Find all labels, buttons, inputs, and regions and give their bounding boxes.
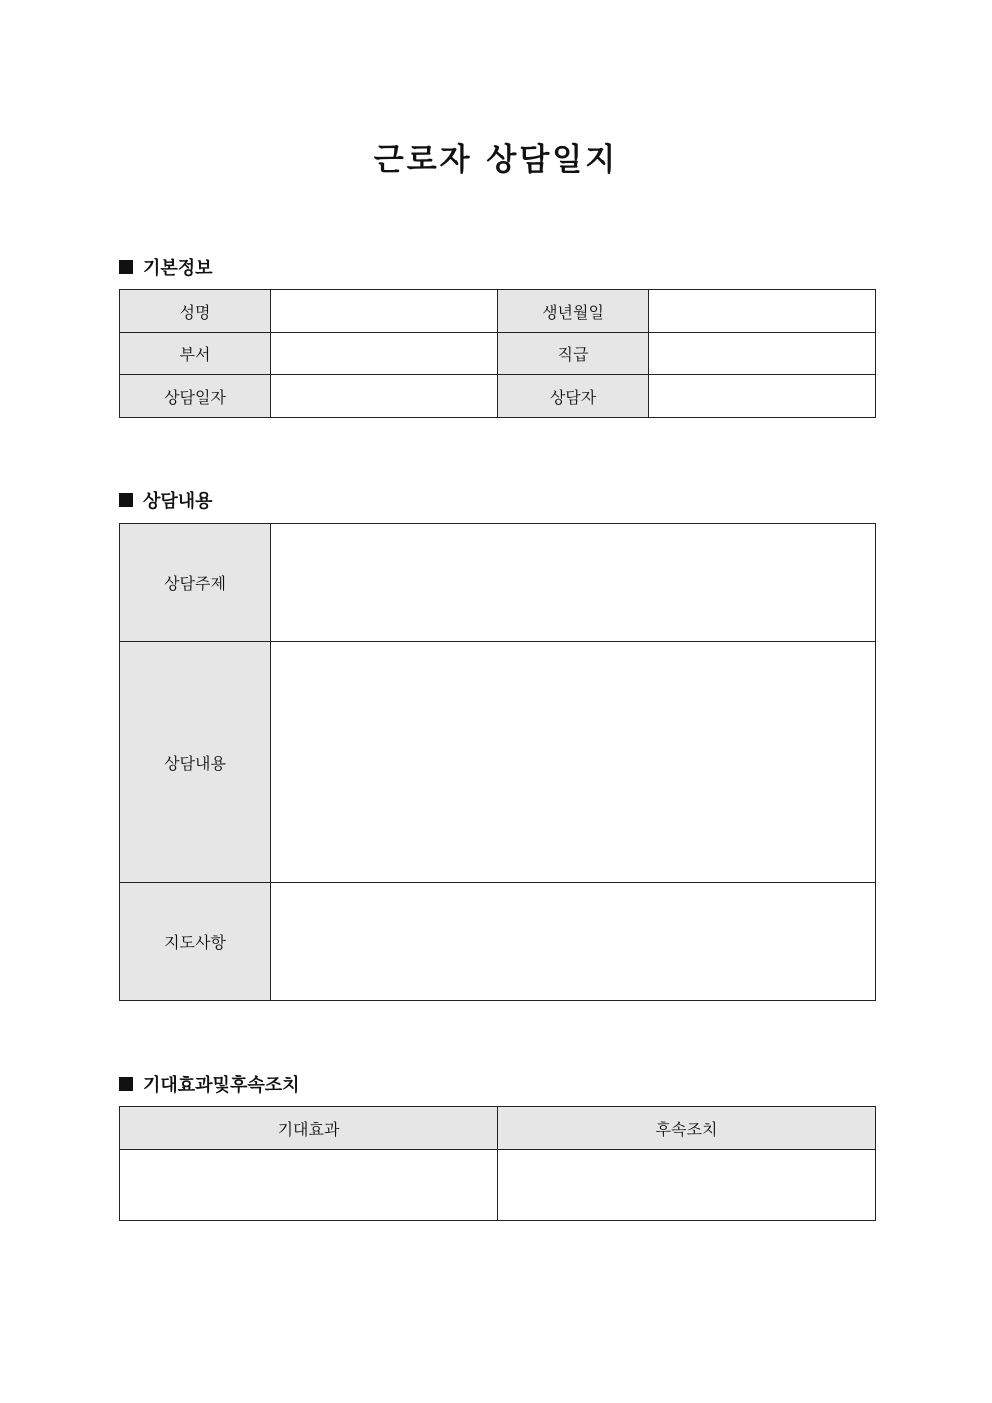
table-row <box>120 642 876 883</box>
followup-action-field[interactable] <box>498 1150 876 1221</box>
section-heading-label: 기대효과및후속조치 <box>143 1075 300 1096</box>
content-field[interactable] <box>271 642 876 883</box>
position-label: 직급 <box>498 333 649 375</box>
guidance-field[interactable] <box>271 883 876 1001</box>
table-row <box>120 375 876 418</box>
consultation-table <box>119 523 876 1001</box>
section-heading-basic-info <box>119 254 213 280</box>
section-heading-consultation <box>119 487 213 513</box>
department-label: 부서 <box>120 333 271 375</box>
name-label: 성명 <box>120 290 271 333</box>
counselor-label: 상담자 <box>498 375 649 418</box>
birthdate-label: 생년월일 <box>498 290 649 333</box>
document-title: 근로자 상담일지 <box>373 142 619 178</box>
followup-table <box>119 1106 876 1221</box>
guidance-label: 지도사항 <box>120 883 271 1001</box>
expected-effect-header: 기대효과 <box>120 1107 498 1150</box>
square-bullet-icon <box>119 260 133 274</box>
consultation-date-field[interactable] <box>271 375 498 418</box>
table-row <box>120 1150 876 1221</box>
topic-label: 상담주제 <box>120 524 271 642</box>
section-heading-followup <box>119 1071 300 1097</box>
birthdate-field[interactable] <box>649 290 876 333</box>
followup-action-header: 후속조치 <box>498 1107 876 1150</box>
department-field[interactable] <box>271 333 498 375</box>
table-row <box>120 333 876 375</box>
square-bullet-icon <box>119 493 133 507</box>
section-heading-label: 상담내용 <box>143 491 213 512</box>
section-heading-label: 기본정보 <box>143 258 213 279</box>
expected-effect-field[interactable] <box>120 1150 498 1221</box>
name-field[interactable] <box>271 290 498 333</box>
content-label: 상담내용 <box>120 642 271 883</box>
table-row <box>120 290 876 333</box>
position-field[interactable] <box>649 333 876 375</box>
square-bullet-icon <box>119 1077 133 1091</box>
basic-info-table <box>119 289 876 418</box>
table-row <box>120 524 876 642</box>
topic-field[interactable] <box>271 524 876 642</box>
table-row <box>120 883 876 1001</box>
counselor-field[interactable] <box>649 375 876 418</box>
consultation-date-label: 상담일자 <box>120 375 271 418</box>
table-row <box>120 1107 876 1150</box>
